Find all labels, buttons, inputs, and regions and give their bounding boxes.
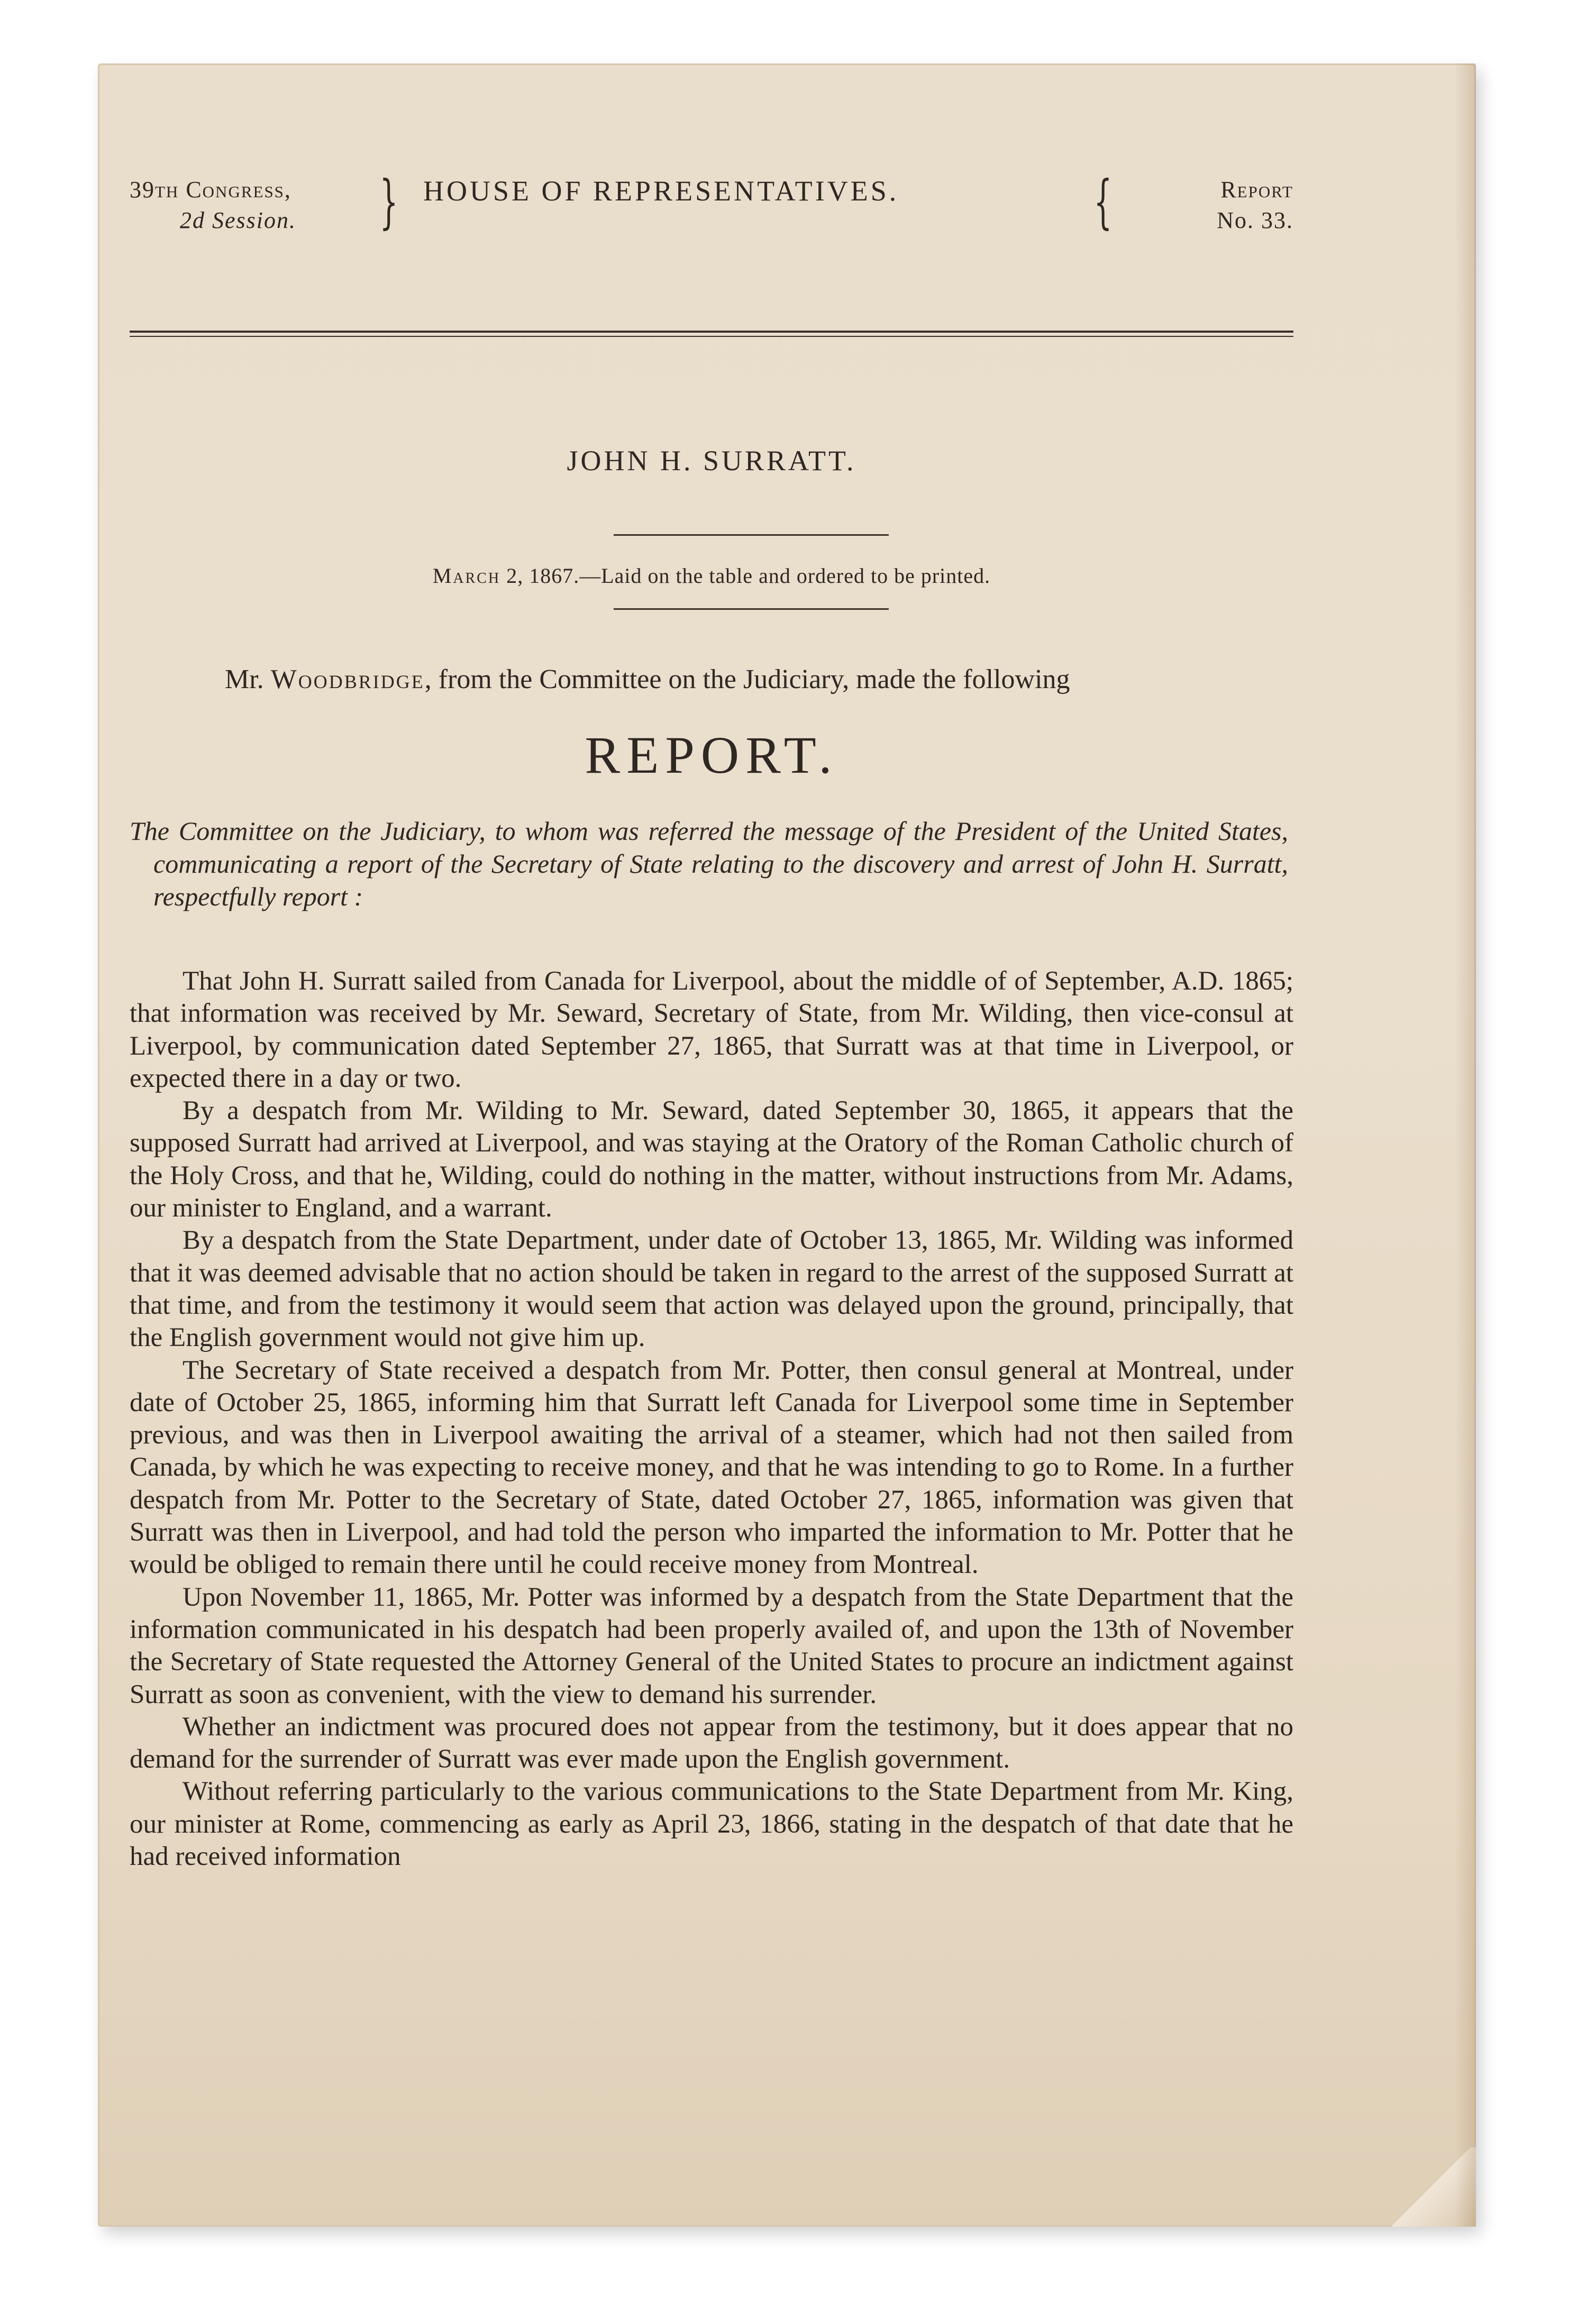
right-brace-icon: {: [1093, 168, 1112, 235]
mover-prefix: Mr.: [225, 664, 271, 694]
report-no: No. 33.: [1217, 207, 1293, 233]
committee-intro: The Committee on the Judiciary, to whom was referred the message of the President of the United States, communicating a report of the Secretary of State relating to the discovery and arrest of John H. Surratt, respectfully report :: [130, 816, 1288, 911]
left-brace-icon: }: [379, 168, 398, 235]
paragraph: By a despatch from Mr. Wilding to Mr. Seward, dated September 30, 1865, it appears that the supposed Surratt had arrived at Liverpool, and was staying at the Oratory of the Roman Catholic church of the Holy Cross, and that he, Wilding, could do nothing in the matter, without instructions from Mr. Adams, our minister to England, and a warrant.: [130, 1096, 1293, 1223]
header-rule: [130, 331, 1293, 337]
report-label: Report: [1220, 177, 1293, 203]
folded-corner: [1386, 2147, 1476, 2227]
dateline: [130, 563, 1293, 588]
paragraph: Whether an indictment was procured does not appear from the testimony, but it does appear that no demand for the surrender of Surratt was ever made upon the English government.: [130, 1712, 1293, 1774]
report-number: [1217, 175, 1293, 236]
divider-top: [614, 534, 889, 536]
paragraph: Upon November 11, 1865, Mr. Potter was informed by a despatch from the State Department that the information communicated in his despatch had been properly availed of, and upon the 13th of November the Secretary of State requested the Attorney General of the United States to procure an indictment against Surratt as soon as convenient, with the view to demand his surrender.: [130, 1582, 1293, 1709]
mover-line: [130, 664, 1293, 695]
page-title: JOHN H. SURRATT.: [567, 445, 856, 477]
paragraph: That John H. Surratt sailed from Canada for Liverpool, about the middle of of September, A.D. 1865; that information was received by Mr. Seward, Secretary of State, from Mr. Wilding, then vice-consul at Liverpool, by communication dated September 27, 1865, that Surratt was at that time in Liverpool, or expected there in a day or two.: [130, 966, 1293, 1093]
congress-session: [130, 175, 296, 236]
report-body: [130, 965, 1293, 1873]
dateline-month: March: [432, 564, 501, 588]
paragraph: The Secretary of State received a despatch from Mr. Potter, then consul general at Montreal, under date of October 25, 1865, informing him that Surratt left Canada for Liverpool some time in September previous, and was then in Liverpool awaiting the arrival of a steamer, which had not then sailed from Canada, by which he was expecting to receive money, and that he was intending to go to Rome. In a further despatch from Mr. Potter to the Secretary of State, dated October 27, 1865, information was given that Surratt was then in Liverpool, and had told the person who imparted the information to Mr. Potter that he would be obliged to remain there until he could receive money from Montreal.: [130, 1355, 1293, 1580]
mover-text: , from the Committee on the Judiciary, made the following: [424, 664, 1070, 694]
paragraph: By a despatch from the State Department, under date of October 13, 1865, Mr. Wilding was informed that it was deemed advisable that no action should be taken in regard to the arrest of the supposed Surratt at that time, and from the testimony it would seem that action was delayed upon the ground, principally, that the English government would not give him up.: [130, 1225, 1293, 1353]
congress-label: 39th Congress,: [130, 177, 291, 203]
dateline-text: 2, 1867.—Laid on the table and ordered to be printed.: [500, 564, 991, 588]
house-heading: HOUSE OF REPRESENTATIVES.: [423, 175, 899, 207]
divider-bottom: [614, 608, 889, 610]
session-label: 2d Session.: [180, 207, 296, 233]
mover-name: Woodbridge: [270, 664, 425, 694]
report-heading: REPORT.: [585, 726, 838, 784]
paragraph: Without referring particularly to the various communications to the State Department from Mr. King, our minister at Rome, commencing as early as April 23, 1866, stating in the despatch of that date that he had received information: [130, 1777, 1293, 1872]
